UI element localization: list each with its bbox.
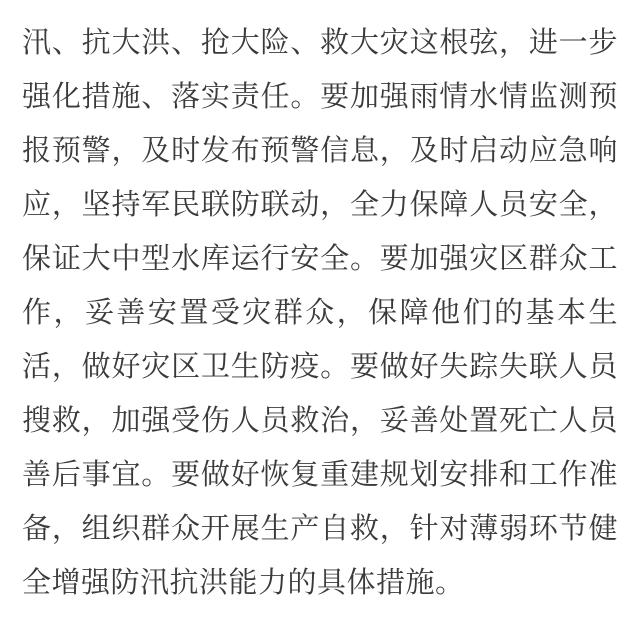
article-paragraph: 汛、抗大洪、抢大险、救大灾这根弦，进一步强化措施、落实责任。要加强雨情水情监测预报预警，及时发布预警信息，及时启动应急响应，坚持军民联防联动，全力保障人员安全，保证大中型水库运行安全。要加强灾区群众工作，妥善安置受灾群众，保障他们的基本生活，做好灾区卫生防疫。要做好失踪失联人员搜救，加强受伤人员救治，妥善处置死亡人员善后事宜。要做好恢复重建规划安排和工作准备，组织群众开展生产自救，针对薄弱环节健全增强防汛抗洪能力的具体措施。: [22, 27, 618, 599]
